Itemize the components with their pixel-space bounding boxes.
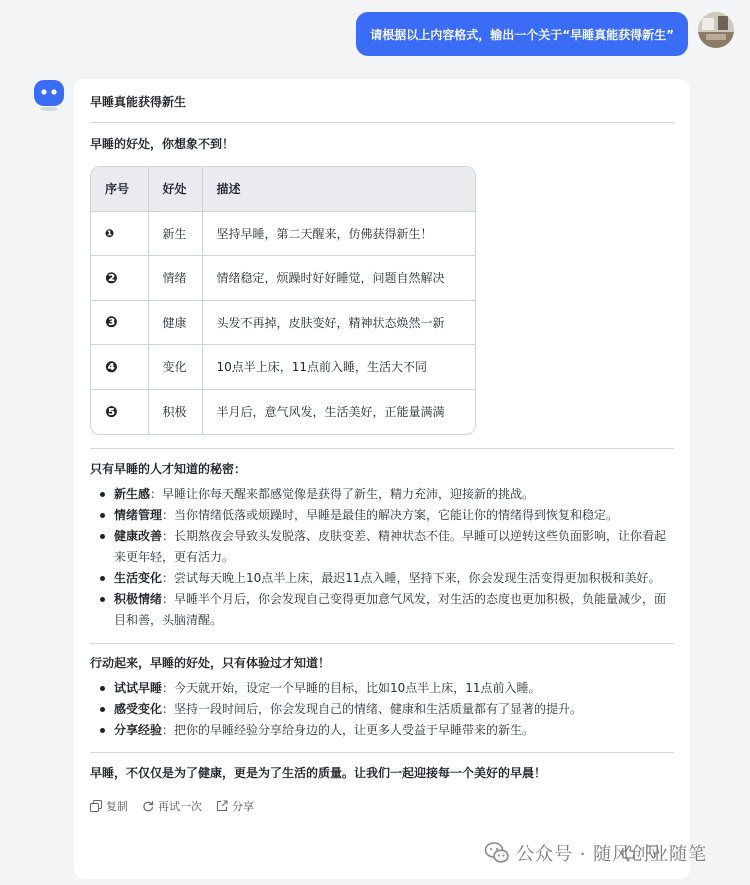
table-cell-benefit: 新生 [148,211,202,256]
benefits-table [90,166,476,435]
table-cell-index: ❺ [91,389,148,434]
retry-button[interactable]: 再试一次 [142,798,202,814]
list-item: 试试早睡：今天就开始，设定一个早睡的目标，比如10点半上床，11点前入睡。 [90,678,674,699]
table-cell-benefit: 积极 [148,389,202,434]
table-header-cell: 好处 [148,167,202,211]
list-item: 新生感：早睡让你每天醒来都感觉像是获得了新生，精力充沛，迎接新的挑战。 [90,484,674,505]
section-benefits-title: 早睡的好处，你想象不到！ [90,137,235,151]
watermark: 公众号 · 随风创业随笔 [484,840,707,866]
table-cell-description: 头发不再掉，皮肤变好，精神状态焕然一新 [202,300,475,345]
actions-list [90,678,674,741]
table-header-cell: 描述 [202,167,475,211]
table-cell-description: 坚持早睡，第二天醒来，仿佛获得新生！ [202,211,475,256]
list-item: 情绪管理：当你情绪低落或烦躁时，早睡是最佳的解决方案，它能让你的情绪得到恢复和稳定。 [90,505,674,526]
list-item: 生活变化：尝试每天晚上10点半上床，最迟11点入睡，坚持下来，你会发现生活变得更加积极和美好。 [90,568,674,589]
table-cell-description: 情绪稳定，烦躁时好好睡觉，问题自然解决 [202,256,475,301]
table-row [91,300,475,345]
share-button[interactable]: 分享 [216,798,254,814]
table-cell-benefit: 变化 [148,345,202,390]
table-cell-index: ❶ [91,211,148,256]
table-header-cell: 序号 [91,167,148,211]
table-cell-description: 10点半上床，11点前入睡，生活大不同 [202,345,475,390]
table-row [91,256,475,301]
divider [90,448,674,449]
reply-title: 早睡真能获得新生 [90,95,187,109]
user-message-bubble: 请根据以上内容格式，输出一个关于“早睡真能获得新生” [356,12,688,56]
divider [90,122,674,123]
table-cell-benefit: 情绪 [148,256,202,301]
assistant-avatar [32,78,66,112]
table-cell-index: ❹ [91,345,148,390]
closing-line: 早睡，不仅仅是为了健康，更是为了生活的质量。让我们一起迎接每一个美好的早晨！ [90,765,547,780]
table-cell-index: ❷ [91,256,148,301]
table-cell-index: ❸ [91,300,148,345]
list-item: 分享经验：把你的早睡经验分享给身边的人，让更多人受益于早睡带来的新生。 [90,720,674,741]
table-row [91,345,475,390]
table-row [91,389,475,434]
refresh-icon [142,800,154,812]
divider [90,752,674,753]
divider [90,643,674,644]
share-icon [216,800,228,812]
table-header-row [91,167,475,211]
list-item: 健康改善：长期熬夜会导致头发脱落、皮肤变差、精神状态不佳。早睡可以逆转这些负面影响，让你看起来更年轻，更有活力。 [90,526,674,568]
list-item: 积极情绪：早睡半个月后，你会发现自己变得更加意气风发，对生活的态度也更加积极，负能量减少，面目和善，头脑清醒。 [90,589,674,631]
section-secrets-title: 只有早睡的人才知道的秘密： [90,461,247,476]
section-action-title: 行动起来，早睡的好处，只有体验过才知道！ [90,655,331,670]
table-row [91,211,475,256]
table-cell-description: 半月后，意气风发，生活美好，正能量满满 [216,405,445,419]
assistant-message-card [74,79,690,879]
user-avatar[interactable] [698,12,734,48]
user-message-row [356,12,734,56]
copy-icon [90,800,102,812]
list-item: 感受变化：坚持一段时间后，你会发现自己的情绪、健康和生活质量都有了显著的提升。 [90,699,674,720]
table-cell-benefit: 健康 [148,300,202,345]
message-toolbar [90,798,674,814]
copy-button[interactable]: 复制 [90,798,128,814]
wechat-icon [484,840,510,866]
secrets-list [90,484,674,631]
